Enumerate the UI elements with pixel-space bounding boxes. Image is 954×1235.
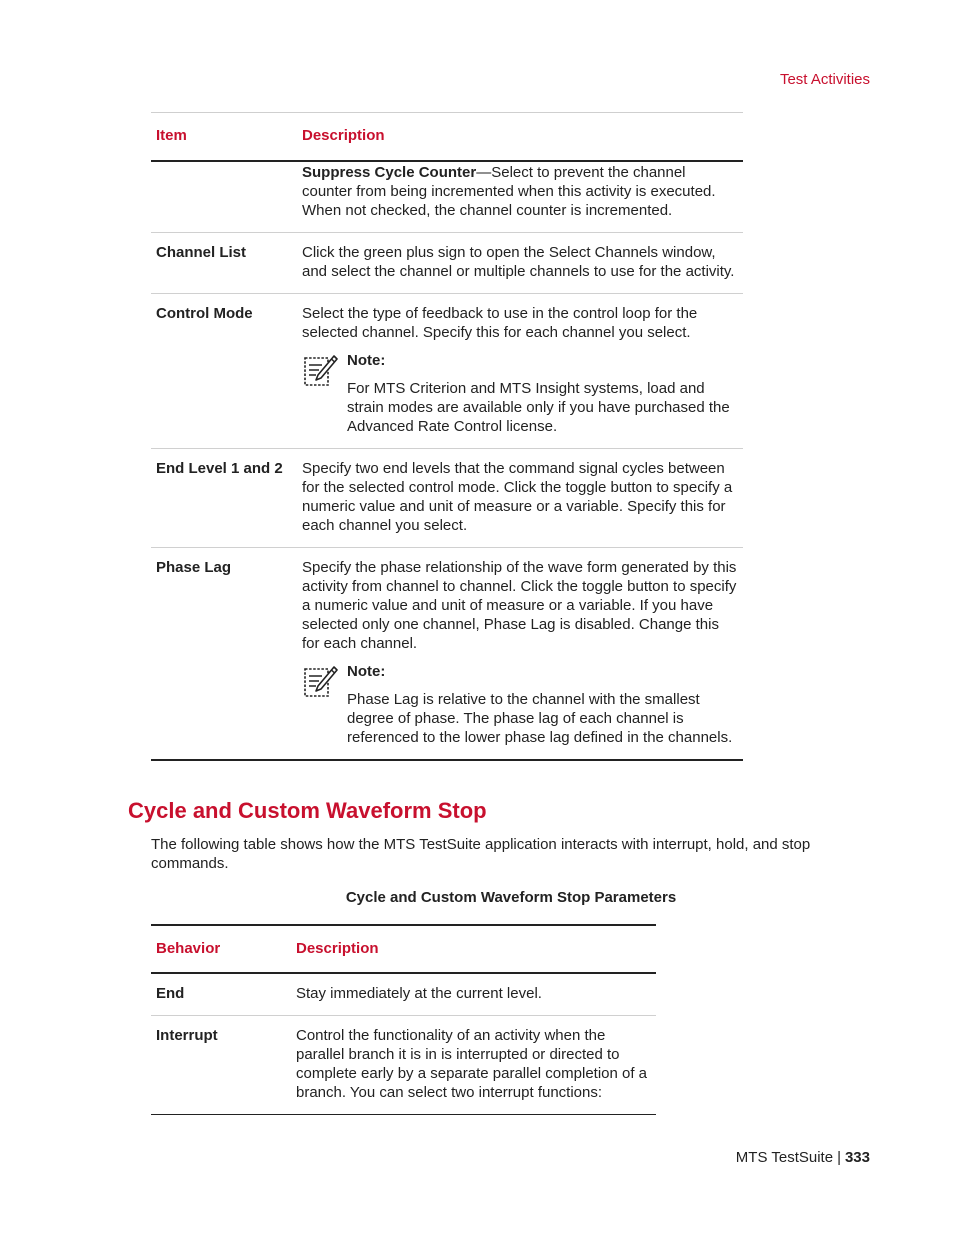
table-row bbox=[151, 161, 743, 233]
row-description bbox=[292, 161, 743, 233]
row-item bbox=[151, 161, 292, 233]
col-header-item: Item bbox=[151, 113, 292, 162]
row-description-text: Select the type of feedback to use in the control loop for the selected channel. Specify this for each channel you select. bbox=[302, 305, 698, 341]
col-header-behavior: Behavior bbox=[151, 925, 291, 973]
table-row bbox=[151, 233, 743, 294]
table-caption: Cycle and Custom Waveform Stop Parameters bbox=[345, 889, 677, 906]
row-description: Stay immediately at the current level. bbox=[296, 985, 542, 1002]
table-row bbox=[151, 294, 743, 449]
row-description-text: Specify two end levels that the command signal cycles between for the selected control mode. Click the toggle button to specify a numeric value and unit of measure or a variable. Specify this for each channel you select. bbox=[302, 460, 733, 534]
row-item: Interrupt bbox=[151, 1016, 291, 1115]
row-description-text: Specify the phase relationship of the wave form generated by this activity from channel to channel. Click the toggle button to specify a numeric value and unit of measure or a variable. If you have selected only one channel, Phase Lag is disabled. Change this for each channel. bbox=[302, 559, 737, 652]
option-text: —Select to prevent the channel counter from being incremented when this activity is executed. When not checked, the channel counter is incremented. bbox=[302, 164, 716, 219]
table-row bbox=[151, 449, 743, 548]
note-text: Phase Lag is relative to the channel with the smallest degree of phase. The phase lag of each channel is referenced to the lower phase lag defined in the channels. bbox=[347, 691, 733, 746]
note-block bbox=[302, 662, 739, 747]
row-description: Control the functionality of an activity when the parallel branch it is in is interrupted or directed to complete early by a separate parallel completion of a branch. You can select two interrupt functions: bbox=[291, 1016, 656, 1115]
note-pencil-icon bbox=[302, 663, 338, 699]
row-item: End bbox=[156, 985, 185, 1002]
note-pencil-icon bbox=[302, 352, 338, 388]
col-header-description: Description bbox=[292, 113, 743, 162]
row-item: Control Mode bbox=[151, 294, 292, 449]
note-title: Note: bbox=[347, 663, 386, 680]
page-footer bbox=[736, 1148, 870, 1167]
note-block bbox=[302, 351, 739, 436]
note-text: For MTS Criterion and MTS Insight systems, load and strain modes are available only if you have purchased the Advanced Rate Control license. bbox=[347, 380, 730, 435]
stop-parameters-table bbox=[151, 924, 656, 1115]
col-header-description: Description bbox=[291, 925, 656, 973]
footer-separator: | bbox=[837, 1149, 841, 1166]
option-name: Suppress Cycle Counter bbox=[302, 164, 477, 181]
row-item: Phase Lag bbox=[151, 548, 292, 761]
row-item: Channel List bbox=[151, 233, 292, 294]
row-description-text: Click the green plus sign to open the Select Channels window, and select the channel or multiple channels to use for the activity. bbox=[302, 244, 735, 280]
footer-product: MTS TestSuite bbox=[735, 1149, 834, 1166]
note-title: Note: bbox=[347, 352, 386, 369]
row-description bbox=[292, 548, 743, 761]
table-header-row bbox=[151, 925, 656, 973]
row-description bbox=[292, 294, 743, 449]
table-row bbox=[151, 1016, 656, 1115]
running-head: Test Activities bbox=[779, 71, 870, 88]
row-item: End Level 1 and 2 bbox=[151, 449, 292, 548]
row-description bbox=[292, 449, 743, 548]
table-row bbox=[151, 973, 656, 1016]
table-row bbox=[151, 548, 743, 761]
table-header-row bbox=[151, 113, 743, 162]
section-title: Cycle and Custom Waveform Stop bbox=[128, 798, 487, 823]
row-description bbox=[292, 233, 743, 294]
activity-parameters-table bbox=[151, 112, 743, 761]
page-number: 333 bbox=[844, 1149, 870, 1166]
intro-paragraph: The following table shows how the MTS TestSuite application interacts with interrupt, hold, and stop commands. bbox=[151, 836, 811, 872]
